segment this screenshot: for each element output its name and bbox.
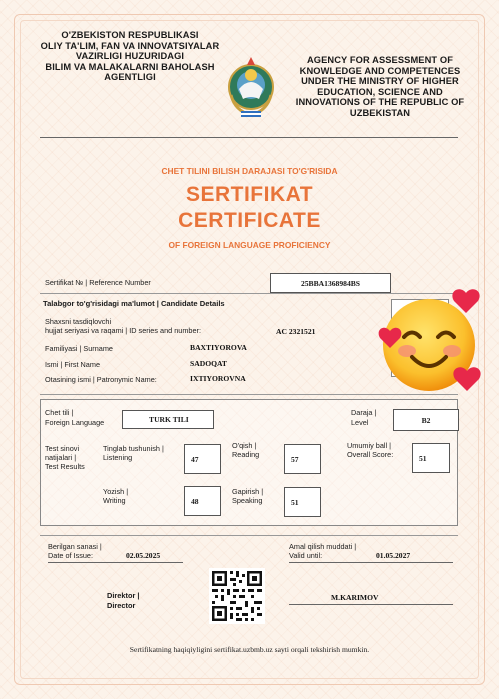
dates-divider: [40, 535, 458, 536]
id-label-line-2: hujjat seriyasi va raqami | ID series and number:: [45, 326, 202, 335]
test-results-label-line-2: natijalari |: [45, 453, 77, 462]
header-right-line: UZBEKISTAN: [349, 107, 411, 118]
candidate-heading: Talabgor to'g'risidagi ma'lumot | Candidate Details: [43, 299, 225, 308]
reading-label-line-2: Reading: [232, 450, 260, 459]
header-left-line: VAZIRLIGI HUZURIDAGI: [75, 51, 185, 62]
verification-note: Sertifikatning haqiqiyligini sertifikat.uzbmb.uz sayti orqali tekshirish mumkin.: [129, 645, 370, 654]
header-left-line: OLIY TA'LIM, FAN VA INNOVATSIYALAR: [40, 40, 220, 51]
header-left-line: AGENTLIGI: [104, 72, 156, 83]
header-divider: [40, 137, 458, 138]
test-results-label-line-1: Test sinovi: [45, 444, 80, 453]
reading-score: 57: [284, 444, 321, 474]
listening-label-line-2: Listening: [103, 453, 133, 462]
valid-until-label-line-2: Valid until:: [289, 551, 323, 560]
overall-score: 51: [412, 443, 450, 473]
speaking-score: 51: [284, 487, 321, 517]
reference-number-value: 25BBA1368984BS: [270, 273, 391, 293]
header-left-line: O'ZBEKISTON RESPUBLIKASI: [61, 30, 199, 40]
smiling-face-with-hearts-emoji-icon: [374, 287, 490, 399]
language-label-line-2: Foreign Language: [45, 418, 105, 427]
certificate-subtitle: CHET TILINI BILISH DARAJASI TO'G'RISIDA: [161, 166, 338, 176]
writing-label-line-1: Yozish |: [103, 487, 129, 496]
reference-number-label: Sertifikat № | Reference Number: [45, 278, 151, 287]
valid-until-underline: [289, 562, 453, 563]
director-signature-line: [289, 604, 453, 605]
id-number-value: AC 2321521: [276, 327, 316, 336]
listening-label-line-1: Tinglab tushunish |: [103, 444, 164, 453]
issue-date-label-line-2: Date of Issue:: [48, 551, 94, 560]
patronymic-value: IXTIYOROVNA: [190, 374, 246, 383]
first-name-value: SADOQAT: [190, 359, 227, 368]
overall-label-line-1: Umumiy ball |: [347, 441, 392, 450]
certificate-title-en: CERTIFICATE: [178, 209, 321, 232]
certificate-title-uz: SERTIFIKAT: [185, 183, 314, 206]
level-label-line-2: Level: [351, 418, 369, 427]
writing-label-line-2: Writing: [103, 496, 126, 505]
reading-label-line-1: O'qish |: [232, 441, 257, 450]
header-right-line: EDUCATION, SCIENCE AND: [317, 86, 443, 97]
uzbekistan-emblem-icon: [225, 55, 277, 123]
patronymic-label: Otasining ismi | Patronymic Name:: [45, 375, 157, 384]
header-right-line: AGENCY FOR ASSESSMENT OF: [306, 55, 453, 65]
director-label-line-2: Director: [107, 601, 136, 610]
test-results-label-line-3: Test Results: [45, 462, 85, 471]
surname-label: Familiyasi | Surname: [45, 344, 113, 353]
director-label-line-1: Direktor |: [107, 591, 140, 600]
valid-until-label-line-1: Amal qilish muddati |: [289, 542, 357, 551]
header-right-line: UNDER THE MINISTRY OF HIGHER: [301, 76, 459, 87]
issue-date-label-line-1: Berilgan sanasi |: [48, 542, 102, 551]
qr-code-icon: [209, 568, 265, 624]
first-name-label: Ismi | First Name: [45, 360, 101, 369]
id-label-line-1: Shaxsni tasdiqlovchi: [45, 317, 112, 326]
level-label-line-1: Daraja |: [351, 408, 377, 417]
agency-name-en: [285, 55, 475, 119]
candidate-divider: [40, 394, 458, 395]
speaking-label-line-2: Speaking: [232, 496, 263, 505]
header-right-line: INNOVATIONS OF THE REPUBLIC OF: [295, 97, 465, 108]
writing-score: 48: [184, 486, 221, 516]
issue-date-underline: [48, 562, 183, 563]
issue-date-value: 02.05.2025: [126, 551, 161, 560]
header-right-line: KNOWLEDGE AND COMPETENCES: [299, 65, 461, 76]
surname-value: BAXTIYOROVA: [190, 343, 247, 352]
certificate-of-line: OF FOREIGN LANGUAGE PROFICIENCY: [168, 240, 331, 250]
speaking-label-line-1: Gapirish |: [232, 487, 264, 496]
level-value: B2: [393, 409, 459, 431]
agency-name-uz: [30, 30, 230, 83]
overall-label-line-2: Overall Score:: [347, 450, 394, 459]
header-left-line: BILIM VA MALAKALARNI BAHOLASH: [45, 61, 215, 72]
listening-score: 47: [184, 444, 221, 474]
language-label-line-1: Chet tili |: [45, 408, 74, 417]
valid-until-value: 01.05.2027: [376, 551, 411, 560]
director-name: M.KARIMOV: [331, 593, 379, 602]
language-value: TURK TILI: [122, 410, 214, 429]
